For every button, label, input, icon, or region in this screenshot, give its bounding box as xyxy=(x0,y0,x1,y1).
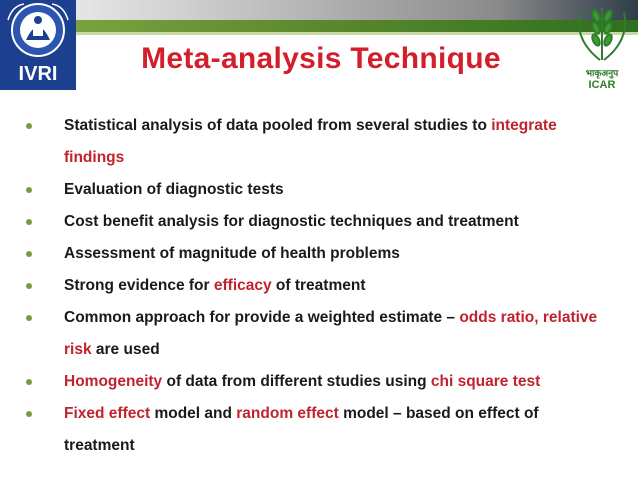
bullet-item xyxy=(26,302,606,366)
bullet-dot-icon xyxy=(26,251,32,257)
bullet-item xyxy=(26,366,606,398)
highlight-text: chi square test xyxy=(430,373,541,390)
bullet-dot-icon xyxy=(26,219,32,225)
bullet-dot-icon xyxy=(26,411,32,417)
bullet-text: model – based on effect of treatment xyxy=(64,405,539,454)
icar-logo-text: ICAR xyxy=(588,79,616,91)
bullet-item xyxy=(26,238,606,270)
bullet-text: Strong evidence for xyxy=(64,277,214,294)
bullet-item xyxy=(26,270,606,302)
bullet-dot-icon xyxy=(26,379,32,385)
bullet-item xyxy=(26,206,606,238)
bullet-text: Assessment of magnitude of health problems xyxy=(64,245,400,262)
bullet-text: of data from different studies using xyxy=(162,373,431,390)
bullet-item xyxy=(26,110,606,174)
bullet-text: Statistical analysis of data pooled from several studies to xyxy=(64,117,492,134)
icar-hindi-text: भाकृअनुप xyxy=(585,69,619,79)
bullet-text: Cost benefit analysis for diagnostic techniques and treatment xyxy=(64,213,519,230)
highlight-text: integrate findings xyxy=(64,117,557,166)
bullet-text: Evaluation of diagnostic tests xyxy=(64,181,284,198)
bullet-text: are used xyxy=(91,341,160,358)
bullet-text: of treatment xyxy=(271,277,366,294)
highlight-text: efficacy xyxy=(213,277,272,294)
highlight-text: Homogeneity xyxy=(64,373,163,390)
bullet-item xyxy=(26,398,606,462)
bullet-dot-icon xyxy=(26,283,32,289)
bullet-dot-icon xyxy=(26,123,32,129)
bullet-item xyxy=(26,174,606,206)
header-green-band xyxy=(76,20,638,32)
header-green-stripe xyxy=(76,32,638,35)
highlight-text: odds ratio, relative risk xyxy=(64,309,598,358)
bullet-dot-icon xyxy=(26,315,32,321)
slide-title: Meta-analysis Technique xyxy=(141,42,501,75)
highlight-text: random effect xyxy=(236,405,339,422)
bullet-dot-icon xyxy=(26,187,32,193)
ivri-logo-text: IVRI xyxy=(18,63,58,85)
header-gradient-bar xyxy=(76,0,638,20)
bullet-list xyxy=(26,110,606,462)
bullet-text: Common approach for provide a weighted estimate – xyxy=(64,309,460,326)
bullet-text: model and xyxy=(150,405,237,422)
highlight-text: Fixed effect xyxy=(64,405,151,422)
